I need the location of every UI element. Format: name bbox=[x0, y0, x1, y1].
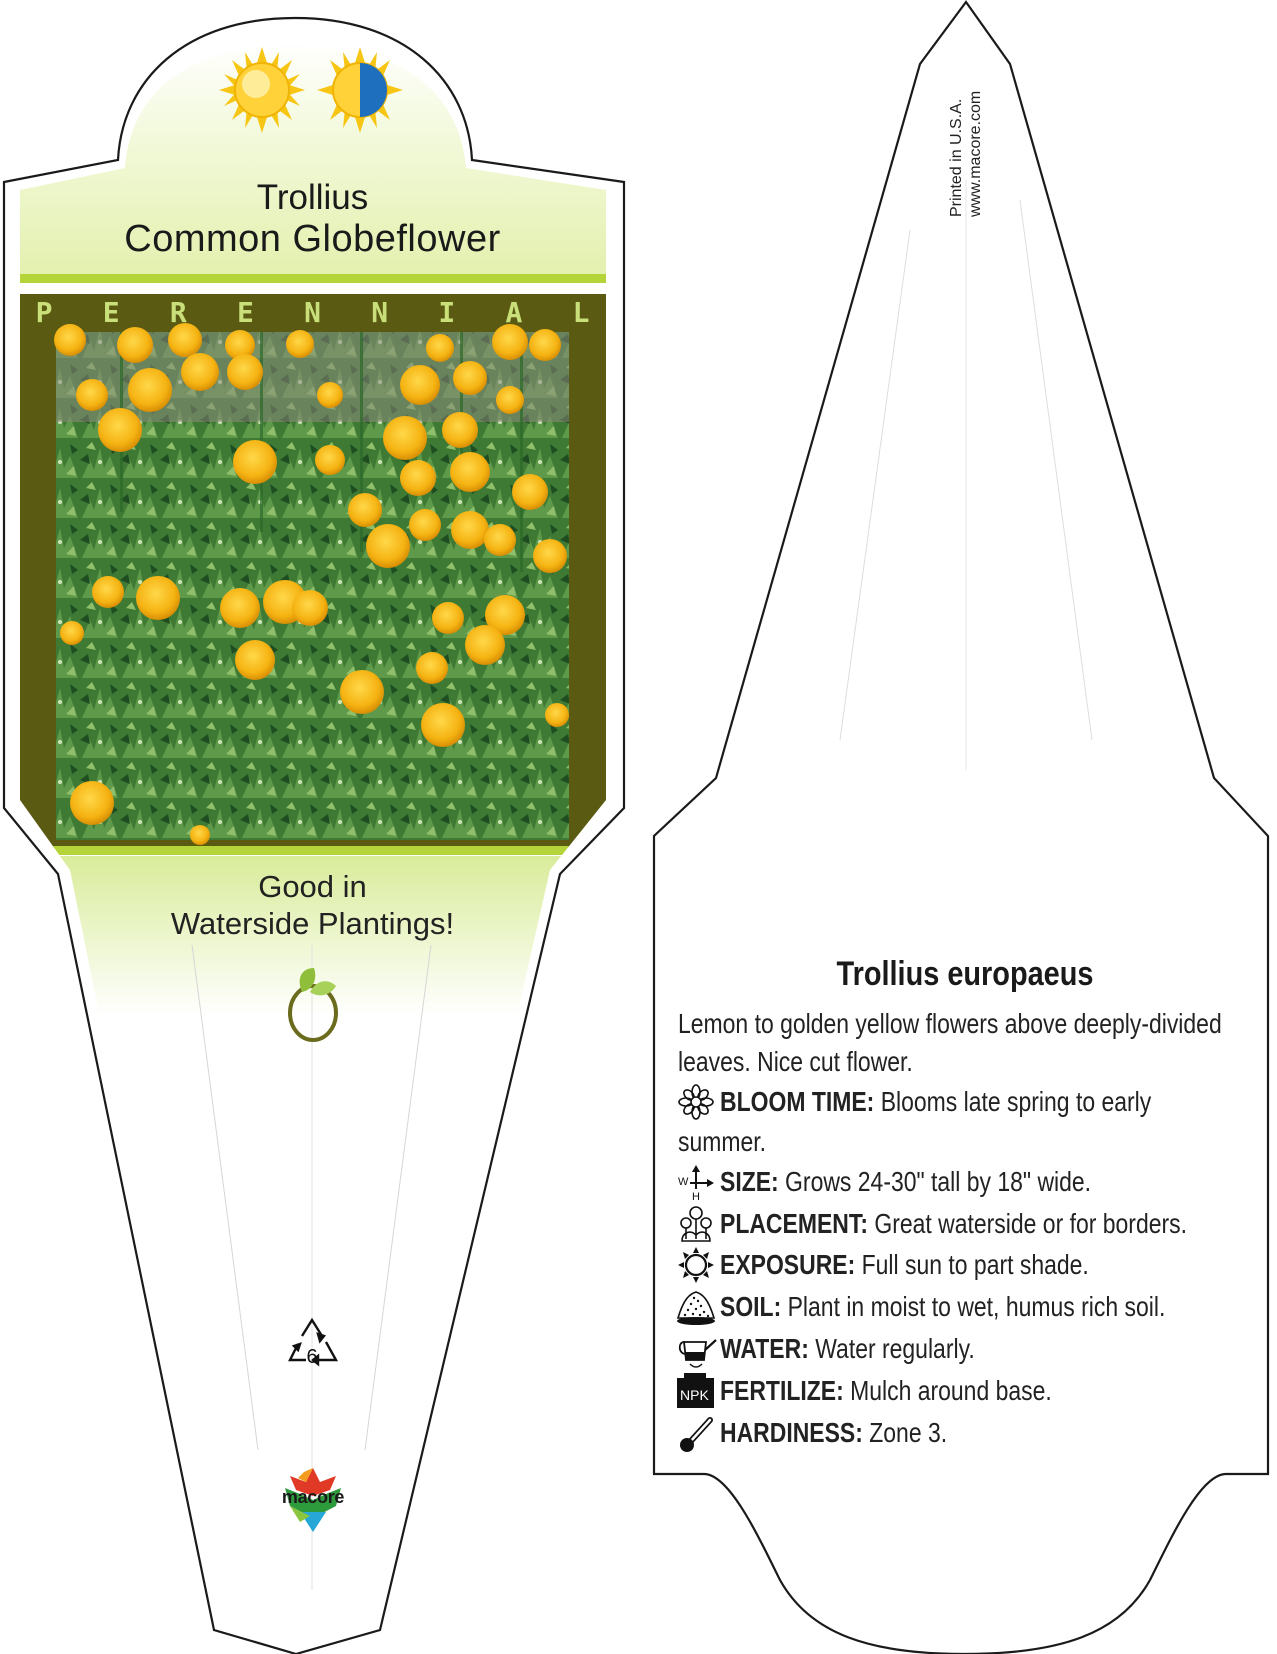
water-text: Water regularly. bbox=[808, 1333, 975, 1364]
size-text: Grows 24-30" tall by 18" wide. bbox=[778, 1166, 1092, 1197]
bloom-time-label: BLOOM TIME: bbox=[720, 1086, 875, 1117]
category-letter: N bbox=[304, 296, 321, 329]
front-tag bbox=[0, 18, 640, 1654]
exposure-text: Full sun to part shade. bbox=[855, 1249, 1089, 1280]
category-letter: N bbox=[371, 296, 389, 329]
sun-outline-icon bbox=[676, 1246, 720, 1284]
tagline bbox=[60, 868, 565, 942]
category-letter: R bbox=[169, 296, 187, 329]
placement-row bbox=[676, 1205, 1277, 1245]
soil-label: SOIL: bbox=[720, 1291, 782, 1322]
botanical-name: Trollius europaeus bbox=[836, 955, 1094, 993]
water-label: WATER: bbox=[720, 1333, 809, 1364]
soil-text: Plant in moist to wet, humus rich soil. bbox=[781, 1291, 1166, 1322]
category-letter: I bbox=[438, 296, 456, 329]
recycle-code: 6 bbox=[306, 1346, 318, 1368]
fertilize-text: Mulch around base. bbox=[843, 1375, 1052, 1406]
bloom-time-text: Blooms late spring to early bbox=[874, 1086, 1152, 1117]
placement-text: Great waterside or for borders. bbox=[867, 1208, 1187, 1239]
tagline-line-1: Good in bbox=[258, 869, 367, 904]
plant-photo bbox=[54, 323, 569, 845]
fertilize-row bbox=[676, 1372, 1125, 1412]
website-label: www.macore.com bbox=[967, 90, 984, 217]
exposure-label: EXPOSURE: bbox=[720, 1249, 856, 1280]
npk-text: NPK bbox=[680, 1387, 709, 1403]
thermometer-icon bbox=[676, 1414, 720, 1452]
soil-pile-icon bbox=[676, 1288, 720, 1326]
category-letter: L bbox=[572, 296, 590, 329]
category-letter: E bbox=[236, 296, 254, 329]
category-letter: E bbox=[102, 296, 120, 329]
npk-fertilizer-icon bbox=[676, 1372, 720, 1410]
hardiness-row bbox=[676, 1414, 997, 1454]
width-letter: W bbox=[678, 1176, 689, 1188]
fertilize-label: FERTILIZE: bbox=[720, 1375, 844, 1406]
flower-icon bbox=[676, 1083, 720, 1121]
printed-in-label: Printed in U.S.A. bbox=[948, 98, 965, 217]
common-genus-title: Trollius bbox=[256, 178, 369, 217]
size-arrows-icon bbox=[676, 1163, 720, 1201]
height-letter: H bbox=[692, 1191, 700, 1201]
exposure-row bbox=[676, 1246, 1170, 1286]
bloom-time-continuation: summer. bbox=[678, 1126, 767, 1157]
category-letter: P bbox=[35, 296, 53, 329]
tagline-line-2: Waterside Plantings! bbox=[170, 906, 455, 941]
size-label: SIZE: bbox=[720, 1166, 779, 1197]
category-label bbox=[30, 296, 595, 330]
printed-note bbox=[947, 52, 984, 217]
size-row bbox=[676, 1163, 1173, 1203]
plant-description: Lemon to golden yellow flowers above deeply-divided leaves. Nice cut flower. bbox=[678, 1008, 1222, 1077]
water-row bbox=[676, 1330, 1031, 1370]
hardiness-label: HARDINESS: bbox=[720, 1417, 863, 1448]
placement-label: PLACEMENT: bbox=[720, 1208, 868, 1239]
soil-row bbox=[676, 1288, 1263, 1328]
category-letter: A bbox=[505, 296, 523, 329]
placement-plants-icon bbox=[676, 1205, 720, 1243]
hardiness-text: Zone 3. bbox=[862, 1417, 948, 1448]
brand-name: macore bbox=[281, 1487, 345, 1507]
watering-can-icon bbox=[676, 1330, 720, 1368]
bloom-time-row bbox=[676, 1083, 1246, 1123]
common-name-title: Common Globeflower bbox=[124, 218, 501, 260]
